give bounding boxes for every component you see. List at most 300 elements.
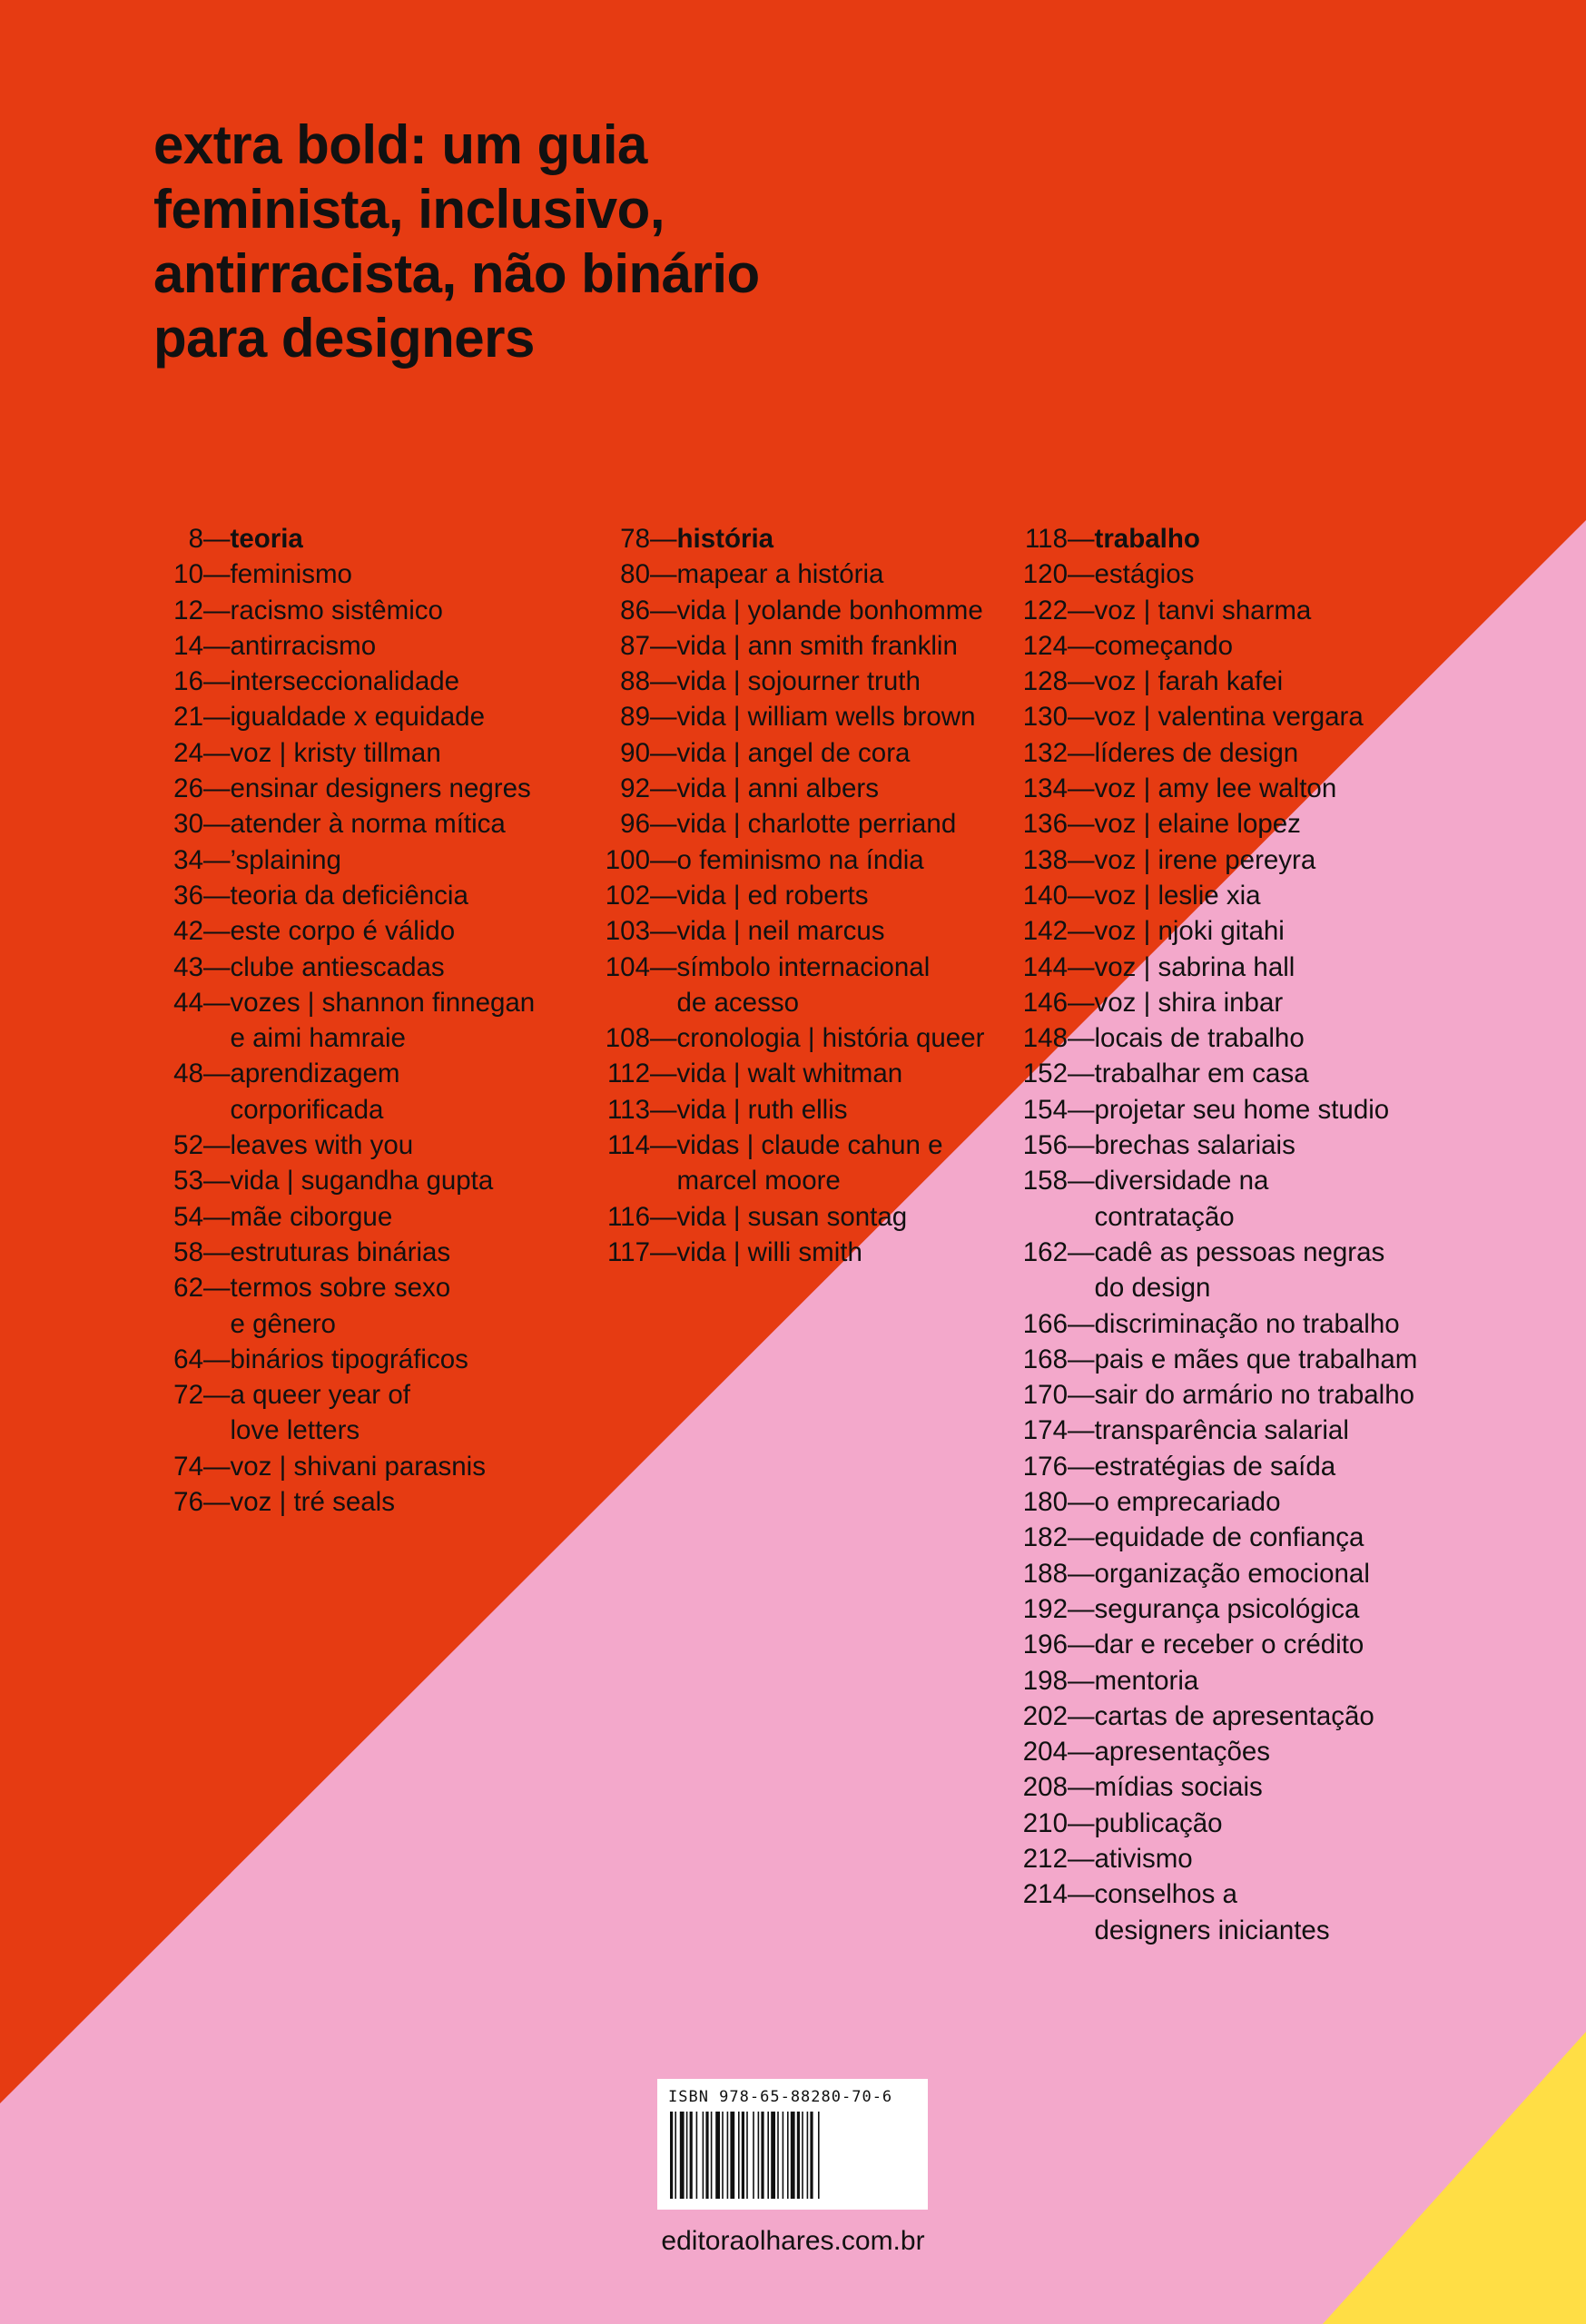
toc-entry (1008, 593, 1417, 628)
barcode-bar (727, 2112, 729, 2199)
toc-entry-text: teoria da deficiência (230, 880, 468, 911)
toc-entry-text: diversidade na (1094, 1166, 1269, 1196)
toc-entry-text: o feminismo na índia (676, 844, 924, 875)
toc-page-number: 180 (1022, 1487, 1068, 1518)
toc-entry-text: voz | tanvi sharma (1094, 595, 1312, 625)
toc-entry (1008, 878, 1417, 913)
toc-page-number: 24 (173, 737, 203, 768)
barcode-bar (711, 2112, 713, 2199)
toc-dash: — (1068, 1593, 1095, 1624)
toc-page-number: 182 (1022, 1522, 1068, 1553)
toc-entry (563, 1163, 984, 1198)
toc-page-number: 140 (1022, 880, 1068, 911)
toc-entry (1008, 1377, 1417, 1413)
toc-dash: — (203, 1273, 231, 1304)
toc-entry (563, 593, 984, 628)
toc-entry (127, 806, 535, 842)
toc-page-number: 62 (173, 1273, 203, 1304)
toc-dash: — (203, 951, 231, 982)
toc-entry (127, 556, 535, 592)
toc-entry (1008, 1841, 1417, 1876)
toc-page-number: 154 (1022, 1094, 1068, 1125)
toc-entry (563, 950, 984, 985)
toc-entry-text: a queer year of (230, 1380, 410, 1411)
toc-page-number: 128 (1022, 666, 1068, 697)
toc-column-historia (563, 521, 984, 1270)
toc-page-number: 188 (1022, 1558, 1068, 1589)
toc-entry-text: leaves with you (230, 1130, 414, 1161)
title-line: para designers (153, 308, 535, 369)
toc-entry (563, 771, 984, 806)
toc-entry (1008, 1734, 1417, 1769)
barcode-bar (753, 2112, 754, 2199)
toc-dash: — (650, 1094, 677, 1125)
toc-dash: — (1068, 1487, 1095, 1518)
toc-page-number: 196 (1022, 1630, 1068, 1660)
toc-entry (127, 1306, 535, 1342)
toc-dash: — (650, 1236, 677, 1267)
toc-page-number: 43 (173, 951, 203, 982)
toc-page-number: 21 (173, 702, 203, 733)
toc-entry-text: voz | elaine lopez (1094, 809, 1301, 840)
barcode-bar (705, 2112, 708, 2199)
toc-entry-text: voz | leslie xia (1094, 880, 1261, 911)
toc-entry (127, 1128, 535, 1163)
toc-page-number: 192 (1022, 1593, 1068, 1624)
toc-page-number: 208 (1022, 1772, 1068, 1803)
toc-page-number: 122 (1022, 595, 1068, 625)
toc-entry-text: símbolo internacional (676, 951, 931, 982)
toc-dash: — (203, 880, 231, 911)
toc-dash: — (1068, 1807, 1095, 1838)
toc-entry-text: sair do armário no trabalho (1094, 1380, 1415, 1411)
toc-dash: — (1068, 702, 1095, 733)
toc-dash: — (1068, 1843, 1095, 1874)
toc-dash: — (650, 773, 677, 804)
toc-page-number: 124 (1022, 630, 1068, 661)
toc-entry (563, 1092, 984, 1128)
toc-entry (1008, 1520, 1417, 1555)
toc-page-number: 103 (605, 916, 650, 947)
toc-entry (127, 593, 535, 628)
toc-entry (563, 1128, 984, 1163)
toc-dash: — (203, 1380, 231, 1411)
toc-dash: — (1068, 1059, 1095, 1089)
toc-entry-text: interseccionalidade (230, 666, 460, 697)
barcode-bars (668, 2112, 917, 2199)
toc-entry (127, 842, 535, 878)
toc-entry-text: love letters (230, 1415, 360, 1446)
title-line: feminista, inclusivo, (153, 179, 665, 240)
toc-entry-text: racismo sistêmico (230, 595, 443, 625)
toc-dash: — (203, 1166, 231, 1196)
toc-entry-text: vozes | shannon finnegan (230, 987, 536, 1018)
toc-dash: — (1068, 1772, 1095, 1803)
toc-entry (127, 1413, 535, 1448)
toc-page-number: 87 (620, 630, 650, 661)
toc-entry (563, 806, 984, 842)
toc-entry (1008, 1199, 1417, 1235)
toc-entry (127, 1270, 535, 1305)
barcode-bar (787, 2112, 789, 2199)
toc-dash: — (203, 702, 231, 733)
barcode-bar (690, 2112, 693, 2199)
toc-dash: — (1068, 666, 1095, 697)
toc-dash: — (1068, 1558, 1095, 1589)
toc-entry-text: mãe ciborgue (230, 1201, 393, 1232)
toc-page-number: 204 (1022, 1737, 1068, 1768)
toc-entry (127, 1020, 535, 1056)
publisher-website: editoraolhares.com.br (661, 2226, 925, 2256)
toc-page-number: 104 (605, 951, 650, 982)
barcode-bar (670, 2112, 673, 2199)
toc-page-number: 48 (173, 1059, 203, 1089)
toc-entry (563, 1199, 984, 1235)
barcode-bar (738, 2112, 740, 2199)
toc-entry-text: segurança psicológica (1094, 1593, 1360, 1624)
toc-entry (127, 1342, 535, 1377)
toc-entry-text: estágios (1094, 559, 1195, 590)
toc-entry-text: e gênero (230, 1308, 336, 1339)
barcode-bar (730, 2112, 734, 2199)
toc-entry (563, 1056, 984, 1091)
toc-entry (127, 950, 535, 985)
toc-dash: — (650, 1059, 677, 1089)
toc-page-number: 72 (173, 1380, 203, 1411)
toc-entry (127, 699, 535, 734)
barcode-bar (777, 2112, 779, 2199)
toc-entry-text: brechas salariais (1094, 1130, 1295, 1161)
toc-page-number: 156 (1022, 1130, 1068, 1161)
toc-entry-text: de acesso (676, 987, 799, 1018)
book-title (153, 113, 970, 370)
toc-dash: — (203, 916, 231, 947)
toc-entry (127, 1199, 535, 1235)
barcode-bar (810, 2112, 813, 2199)
toc-dash: — (1068, 773, 1095, 804)
toc-page-number: 170 (1022, 1380, 1068, 1411)
toc-entry (1008, 699, 1417, 734)
toc-dash: — (650, 809, 677, 840)
toc-page-number: 92 (620, 773, 650, 804)
barcode-bar (696, 2112, 698, 2199)
toc-entry-text: este corpo é válido (230, 916, 456, 947)
toc-dash: — (650, 1023, 677, 1054)
toc-entry (1008, 1769, 1417, 1805)
toc-page-number: 14 (173, 630, 203, 661)
toc-entry (563, 664, 984, 699)
toc-page-number: 162 (1022, 1236, 1068, 1267)
toc-dash: — (203, 630, 231, 661)
toc-page-number: 86 (620, 595, 650, 625)
toc-entry (1008, 628, 1417, 664)
toc-entry-text: igualdade x equidade (230, 702, 485, 733)
toc-entry-text: voz | tré seals (230, 1487, 395, 1518)
toc-page-number: 118 (1024, 524, 1068, 554)
toc-entry (1008, 1413, 1417, 1448)
toc-entry-text: do design (1094, 1273, 1211, 1304)
toc-dash: — (1068, 595, 1095, 625)
toc-page-number: 176 (1022, 1451, 1068, 1482)
toc-entry (127, 735, 535, 771)
toc-entry-text: apresentações (1094, 1737, 1271, 1768)
barcode-bar (807, 2112, 809, 2199)
toc-page-number: 12 (173, 595, 203, 625)
toc-entry (1008, 735, 1417, 771)
toc-entry-text: voz | shira inbar (1094, 987, 1284, 1018)
toc-page-number: 88 (620, 666, 650, 697)
toc-entry-text: designers iniciantes (1094, 1915, 1330, 1945)
toc-entry-text: vida | charlotte perriand (676, 809, 957, 840)
toc-entry-text: história (676, 524, 774, 554)
toc-dash: — (203, 737, 231, 768)
toc-page-number: 146 (1022, 987, 1068, 1018)
toc-entry-text: vidas | claude cahun e (676, 1130, 943, 1161)
toc-dash: — (650, 1201, 677, 1232)
toc-dash: — (650, 595, 677, 625)
toc-dash: — (1068, 1522, 1095, 1553)
toc-page-number: 152 (1022, 1059, 1068, 1089)
toc-entry-text: vida | neil marcus (676, 916, 885, 947)
toc-entry (127, 985, 535, 1020)
isbn-label: ISBN 978-65-88280-70-6 (668, 2088, 893, 2106)
toc-page-number: 168 (1022, 1344, 1068, 1374)
toc-dash: — (203, 1130, 231, 1161)
toc-entry-text: vida | william wells brown (676, 702, 976, 733)
toc-dash: — (1068, 1415, 1095, 1446)
toc-entry (563, 556, 984, 592)
toc-entry-text: cartas de apresentação (1094, 1700, 1374, 1731)
toc-entry-text: conselhos a (1094, 1879, 1237, 1910)
toc-entry (563, 985, 984, 1020)
toc-entry-text: vida | angel de cora (676, 737, 911, 768)
toc-entry (1008, 1306, 1417, 1342)
toc-entry-text: projetar seu home studio (1094, 1094, 1390, 1125)
toc-dash: — (203, 1059, 231, 1089)
toc-entry (563, 878, 984, 913)
toc-entry (563, 699, 984, 734)
toc-dash: — (203, 844, 231, 875)
toc-entry-text: o emprecariado (1094, 1487, 1281, 1518)
toc-dash: — (650, 737, 677, 768)
toc-dash: — (650, 524, 677, 554)
toc-dash: — (1068, 1023, 1095, 1054)
toc-dash: — (203, 666, 231, 697)
toc-dash: — (1068, 524, 1095, 554)
toc-dash: — (650, 559, 677, 590)
toc-page-number: 52 (173, 1130, 203, 1161)
toc-entry-text: cadê as pessoas negras (1094, 1236, 1385, 1267)
toc-dash: — (650, 630, 677, 661)
toc-entry (127, 878, 535, 913)
toc-section-heading (127, 521, 535, 556)
toc-dash: — (1068, 951, 1095, 982)
toc-entry (563, 1020, 984, 1056)
toc-dash: — (650, 951, 677, 982)
toc-entry-text: trabalhar em casa (1094, 1059, 1309, 1089)
toc-page-number: 120 (1022, 559, 1068, 590)
toc-entry-text: aprendizagem (230, 1059, 400, 1089)
toc-entry-text: voz | kristy tillman (230, 737, 441, 768)
toc-entry (1008, 1806, 1417, 1841)
toc-page-number: 114 (606, 1130, 650, 1161)
toc-entry (1008, 1342, 1417, 1377)
toc-entry-text: vida | yolande bonhomme (676, 595, 983, 625)
toc-entry-text: marcel moore (676, 1166, 841, 1196)
toc-dash: — (1068, 809, 1095, 840)
toc-dash: — (1068, 987, 1095, 1018)
toc-dash: — (203, 987, 231, 1018)
toc-entry (1008, 771, 1417, 806)
toc-dash: — (203, 773, 231, 804)
toc-page-number: 174 (1022, 1415, 1068, 1446)
toc-page-number: 54 (173, 1201, 203, 1232)
toc-page-number: 142 (1022, 916, 1068, 947)
toc-entry (1008, 1556, 1417, 1591)
toc-page-number: 144 (1022, 951, 1068, 982)
toc-entry (563, 913, 984, 949)
toc-entry-text: ativismo (1094, 1843, 1193, 1874)
toc-entry (1008, 985, 1417, 1020)
toc-entry-text: equidade de confiança (1094, 1522, 1364, 1553)
toc-entry-text: ’splaining (230, 844, 341, 875)
toc-dash: — (203, 809, 231, 840)
toc-page-number: 112 (606, 1059, 650, 1089)
toc-dash: — (1068, 1737, 1095, 1768)
toc-dash: — (1068, 559, 1095, 590)
toc-dash: — (1068, 916, 1095, 947)
toc-entry-text: locais de trabalho (1094, 1023, 1305, 1054)
toc-page-number: 202 (1022, 1700, 1068, 1731)
toc-entry-text: líderes de design (1094, 737, 1299, 768)
barcode-bar (791, 2112, 795, 2199)
toc-entry (1008, 1235, 1417, 1270)
toc-entry (1008, 1092, 1417, 1128)
title-line: antirracista, não binário (153, 243, 760, 304)
barcode-bar (686, 2112, 688, 2199)
toc-dash: — (203, 1201, 231, 1232)
toc-dash: — (1068, 1094, 1095, 1125)
toc-page-number: 30 (173, 809, 203, 840)
toc-column-teoria (127, 521, 535, 1520)
toc-entry-text: estruturas binárias (230, 1236, 451, 1267)
toc-page-number: 58 (173, 1236, 203, 1267)
toc-entry (127, 1092, 535, 1128)
barcode-bar (783, 2112, 784, 2199)
toc-page-number: 136 (1022, 809, 1068, 840)
toc-dash: — (1068, 1236, 1095, 1267)
toc-entry (563, 1235, 984, 1270)
toc-entry (1008, 664, 1417, 699)
toc-page-number: 53 (173, 1166, 203, 1196)
toc-page-number: 116 (606, 1201, 650, 1232)
toc-entry (1008, 1699, 1417, 1734)
toc-dash: — (203, 524, 231, 554)
toc-entry-text: cronologia | história queer (676, 1023, 985, 1054)
toc-page-number: 198 (1022, 1665, 1068, 1696)
toc-page-number: 26 (173, 773, 203, 804)
toc-entry-text: teoria (230, 524, 303, 554)
barcode-bar (797, 2112, 800, 2199)
toc-entry (1008, 913, 1417, 949)
toc-entry-text: voz | irene pereyra (1094, 844, 1316, 875)
barcode-bar (742, 2112, 744, 2199)
toc-entry-text: termos sobre sexo (230, 1273, 451, 1304)
toc-entry (127, 771, 535, 806)
toc-dash: — (650, 702, 677, 733)
barcode-bar (680, 2112, 685, 2199)
toc-entry (127, 1235, 535, 1270)
toc-entry (1008, 806, 1417, 842)
toc-entry (127, 1377, 535, 1413)
toc-dash: — (1068, 630, 1095, 661)
barcode-bar (715, 2112, 720, 2199)
toc-page-number: 108 (605, 1023, 650, 1054)
toc-entry (127, 1056, 535, 1091)
toc-page-number: 130 (1022, 702, 1068, 733)
toc-entry (563, 735, 984, 771)
toc-page-number: 212 (1022, 1843, 1068, 1874)
toc-entry-text: binários tipográficos (230, 1344, 468, 1374)
toc-dash: — (203, 559, 231, 590)
toc-entry-text: mentoria (1094, 1665, 1199, 1696)
toc-dash: — (1068, 1166, 1095, 1196)
toc-entry (1008, 1627, 1417, 1662)
barcode-bar (818, 2112, 820, 2199)
toc-entry (127, 1449, 535, 1484)
toc-dash: — (1068, 1344, 1095, 1374)
toc-dash: — (1068, 1630, 1095, 1660)
toc-page-number: 36 (173, 880, 203, 911)
toc-entry (1008, 1056, 1417, 1091)
toc-dash: — (650, 666, 677, 697)
toc-entry-text: pais e mães que trabalham (1094, 1344, 1418, 1374)
toc-dash: — (203, 1451, 231, 1482)
toc-page-number: 100 (605, 844, 650, 875)
barcode-bar (758, 2112, 760, 2199)
toc-entry-text: dar e receber o crédito (1094, 1630, 1364, 1660)
toc-entry (1008, 1163, 1417, 1198)
toc-page-number: 138 (1022, 844, 1068, 875)
toc-page-number: 117 (606, 1236, 650, 1267)
toc-entry-text: organização emocional (1094, 1558, 1370, 1589)
toc-page-number: 16 (173, 666, 203, 697)
toc-page-number: 8 (188, 524, 203, 554)
toc-dash: — (1068, 844, 1095, 875)
toc-entry-text: mapear a história (676, 559, 884, 590)
toc-dash: — (203, 595, 231, 625)
toc-dash: — (1068, 1130, 1095, 1161)
toc-dash: — (1068, 1380, 1095, 1411)
toc-page-number: 158 (1022, 1166, 1068, 1196)
barcode-bar (802, 2112, 803, 2199)
toc-entry-text: vida | susan sontag (676, 1201, 908, 1232)
toc-entry-text: vida | anni albers (676, 773, 879, 804)
toc-page-number: 10 (173, 559, 203, 590)
toc-page-number: 214 (1022, 1879, 1068, 1910)
barcode-bar (771, 2112, 775, 2199)
toc-entry (1008, 1449, 1417, 1484)
toc-entry (563, 628, 984, 664)
barcode-bar (722, 2112, 724, 2199)
toc-page-number: 80 (620, 559, 650, 590)
toc-dash: — (1068, 1700, 1095, 1731)
toc-entry (1008, 1591, 1417, 1627)
toc-entry-text: mídias sociais (1094, 1772, 1263, 1803)
toc-entry-text: voz | valentina vergara (1094, 702, 1364, 733)
toc-entry-text: estratégias de saída (1094, 1451, 1336, 1482)
toc-entry-text: vida | ann smith franklin (676, 630, 958, 661)
